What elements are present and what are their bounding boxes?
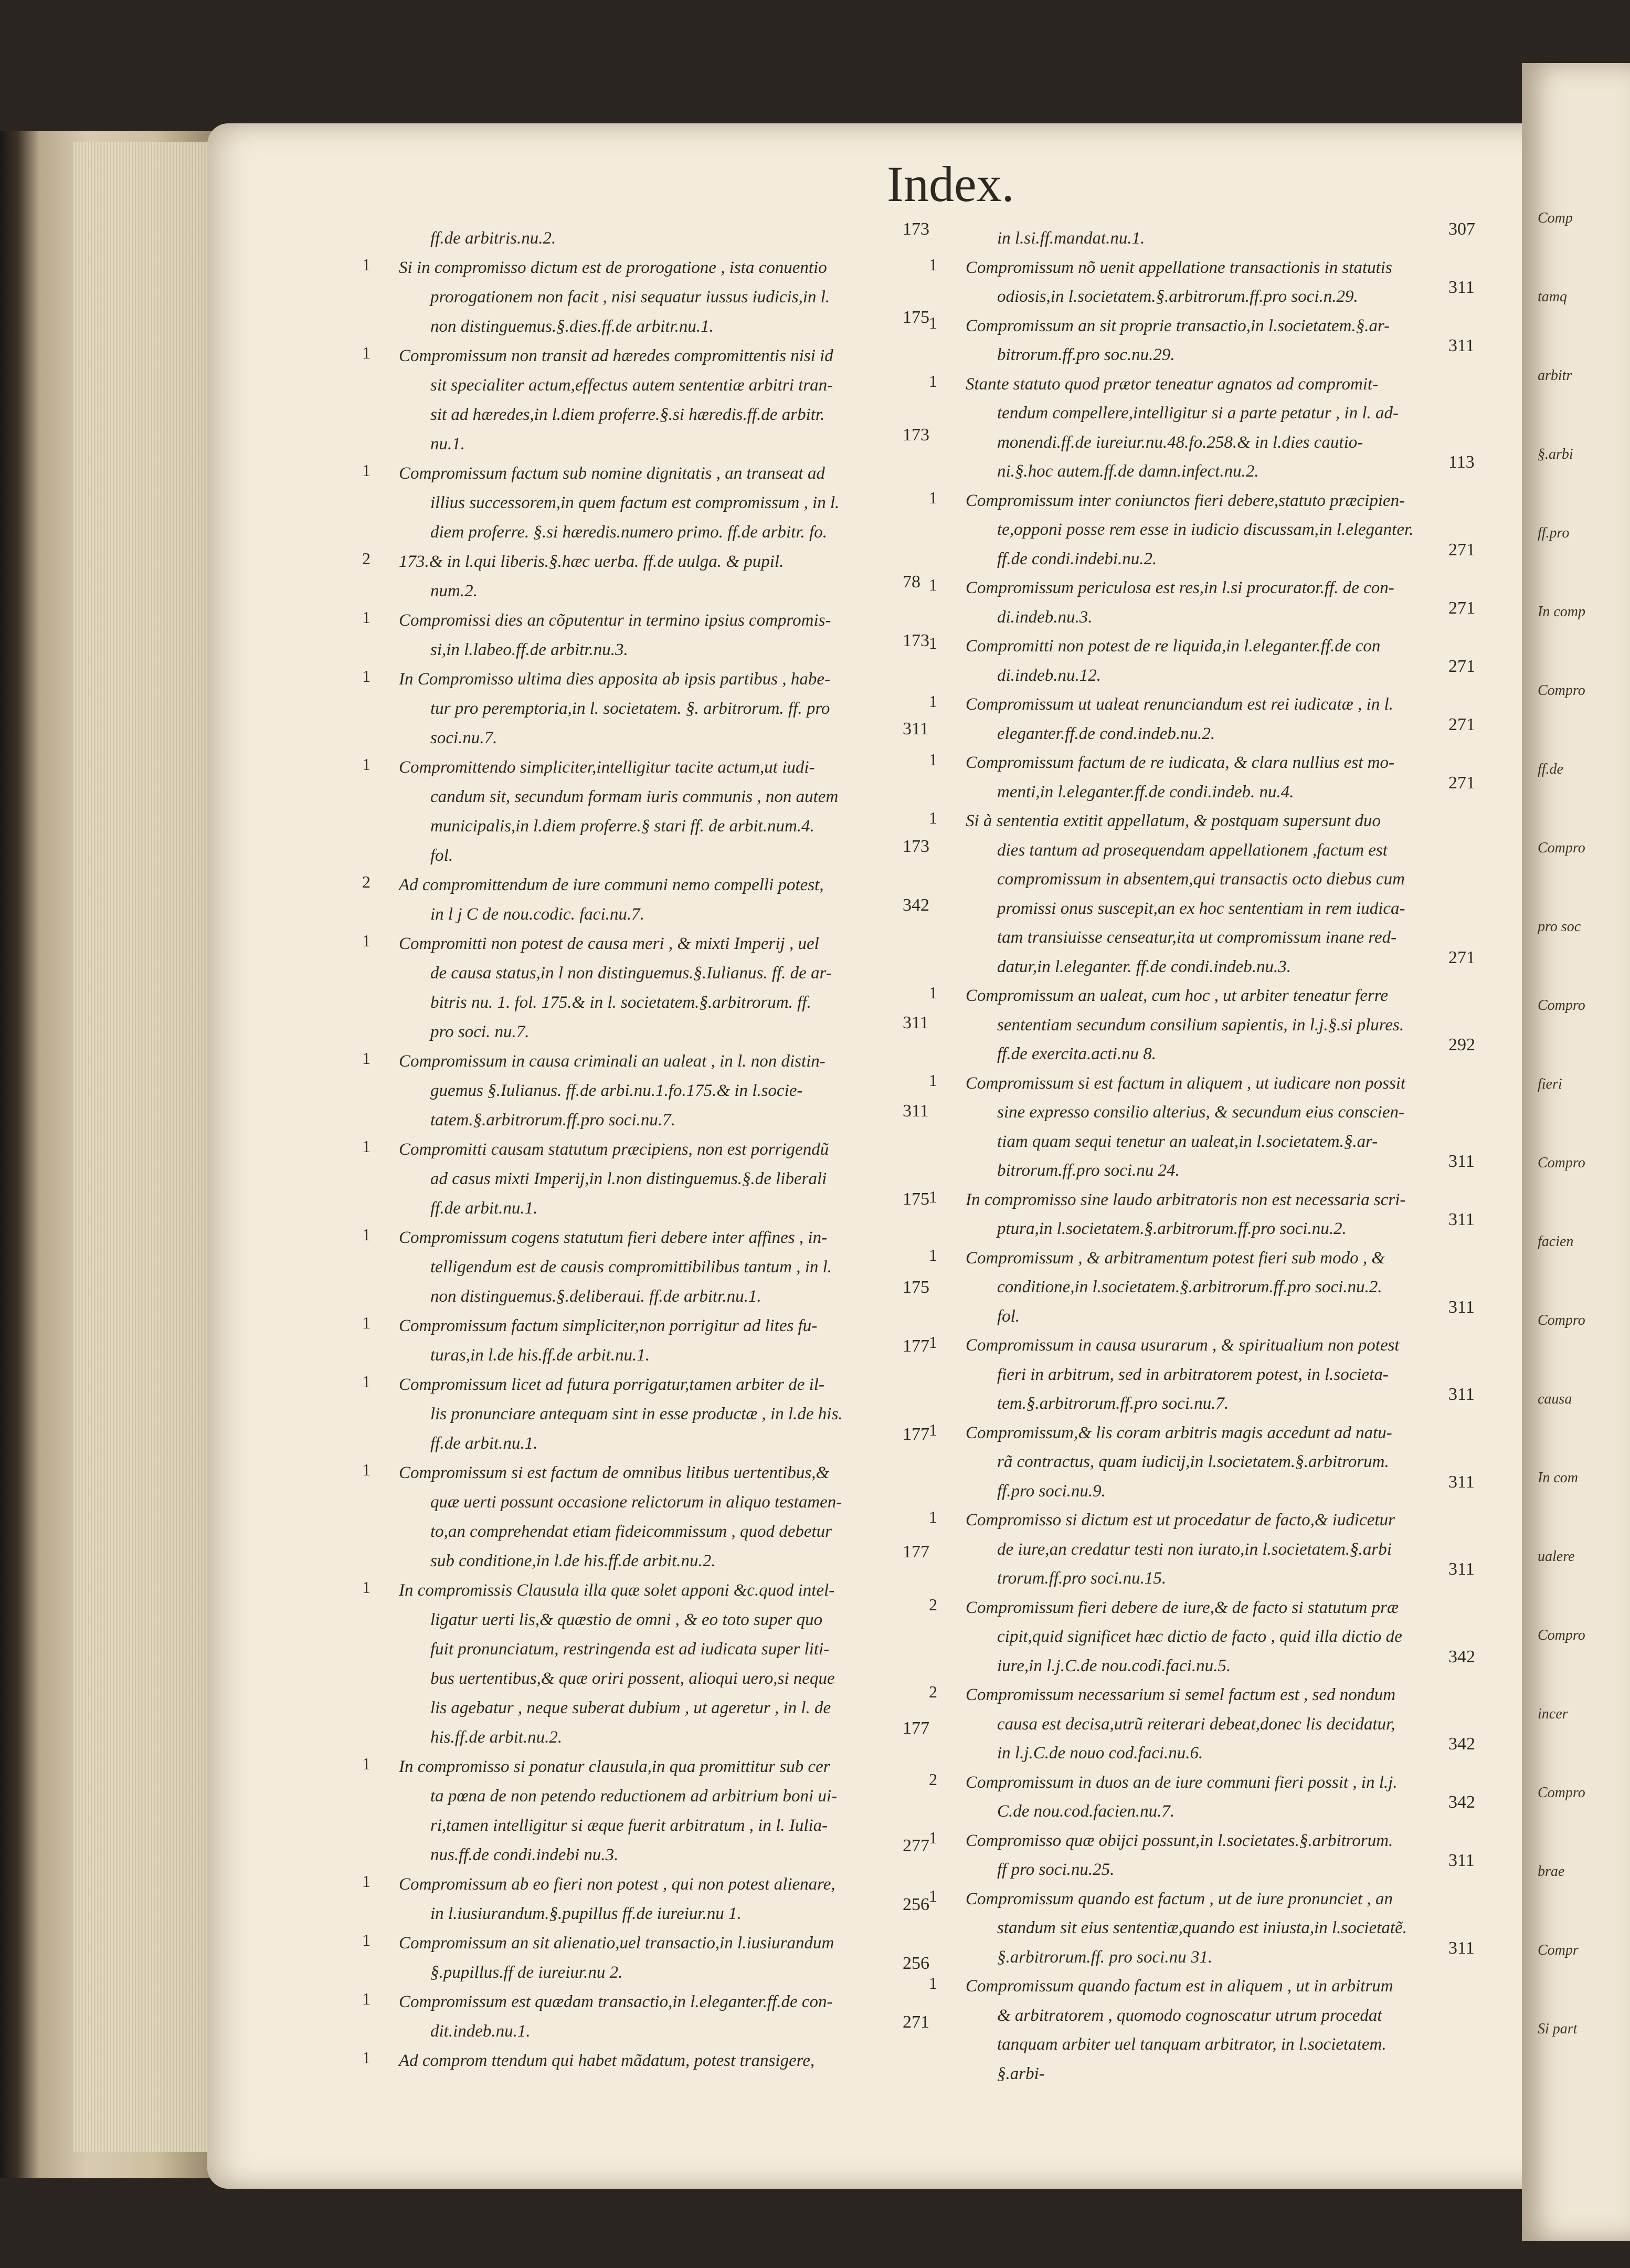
margin-number: 1 bbox=[929, 692, 937, 711]
page-reference: 311 bbox=[1448, 278, 1475, 297]
index-entry-line: ff.de arbitris.nu.2. bbox=[430, 229, 556, 248]
margin-number: 1 bbox=[362, 461, 371, 480]
page-reference: 277 bbox=[903, 1836, 929, 1855]
index-entry-line: Si in compromisso dictum est de prorogatione , ista conuentio bbox=[399, 258, 827, 277]
next-page-fragment: incer bbox=[1538, 1706, 1568, 1722]
margin-number: 1 bbox=[362, 255, 371, 274]
index-entry-line: standum sit eius sententiæ,quando est iniusta,in l.societatẽ. bbox=[997, 1918, 1407, 1937]
index-entry-line: Compromissum an sit proprie transactio,in l.societatem.§.ar- bbox=[966, 316, 1390, 335]
index-entry-line: sub conditione,in l.de his.ff.de arbit.nu.2. bbox=[430, 1552, 716, 1570]
index-entry-line: ligatur uerti lis,& quæstio de omni , & eo toto super quo bbox=[430, 1610, 823, 1629]
index-entry-line: trorum.ff.pro soci.nu.15. bbox=[997, 1569, 1167, 1588]
margin-number: 1 bbox=[929, 1070, 937, 1090]
next-page-fragment: ff.de bbox=[1538, 761, 1563, 777]
index-entry-line: Compromissum factum sub nomine dignitatis , an transeat ad bbox=[399, 464, 825, 483]
index-entry-line: Compromissum licet ad futura porrigatur,tamen arbiter de il- bbox=[399, 1375, 824, 1394]
next-page-fragment: §.arbi bbox=[1538, 446, 1573, 462]
margin-number: 2 bbox=[929, 1769, 937, 1789]
margin-number: 1 bbox=[929, 1333, 937, 1352]
index-entry-line: compromissum in absentem,qui transactis octo diebus cum bbox=[997, 870, 1405, 889]
index-entry-line: Compromissum in causa criminali an ualeat , in l. non distin- bbox=[399, 1052, 825, 1071]
page-reference: 173 bbox=[903, 837, 929, 856]
page-reference: 177 bbox=[903, 1425, 929, 1444]
page-reference: 342 bbox=[1448, 1647, 1475, 1666]
index-entry-line: In compromisso si ponatur clausula,in qua promittitur sub cer bbox=[399, 1757, 830, 1776]
margin-number: 1 bbox=[929, 1974, 937, 1992]
index-entry-line: in l.j.C.de nouo cod.faci.nu.6. bbox=[997, 1744, 1203, 1763]
page-reference: 271 bbox=[1448, 773, 1475, 793]
page-reference: 256 bbox=[903, 1895, 929, 1914]
page-reference: 256 bbox=[903, 1954, 929, 1973]
page-reference: 311 bbox=[1448, 1472, 1475, 1492]
index-entry-line: in l j C de nou.codic. faci.nu.7. bbox=[430, 905, 644, 924]
index-entry-line: Compromissum ab eo fieri non potest , qui non potest alienare, bbox=[399, 1875, 835, 1894]
index-entry-line: In Compromisso ultima dies apposita ab ipsis partibus , habe- bbox=[399, 670, 830, 689]
margin-number: 1 bbox=[929, 1886, 937, 1905]
index-entry-line: Compromittendo simpliciter,intelligitur tacite actum,ut iudi- bbox=[399, 758, 815, 777]
index-entry-line: fol. bbox=[430, 846, 453, 865]
index-entry-line: fuit pronunciatum, restringenda est ad iudicata super liti- bbox=[430, 1640, 830, 1659]
page-edges bbox=[73, 142, 226, 2152]
index-entry-line: bitrorum.ff.pro soc.nu.29. bbox=[997, 345, 1175, 364]
index-entry-line: turas,in l.de his.ff.de arbit.nu.1. bbox=[430, 1346, 650, 1365]
index-entry-line: Compromitti non potest de causa meri , & mixti Imperij , uel bbox=[399, 934, 819, 953]
index-entry-line: dit.indeb.nu.1. bbox=[430, 2022, 531, 2041]
index-entry-line: Compromissum an sit alienatio,uel transactio,in l.iusiurandum bbox=[399, 1934, 834, 1953]
next-page-fragment: arbitr bbox=[1538, 367, 1572, 384]
page-reference: 311 bbox=[1448, 1385, 1475, 1404]
margin-number: 1 bbox=[929, 1420, 937, 1439]
index-entry-line: datur,in l.eleganter. ff.de condi.indeb.nu.3. bbox=[997, 957, 1292, 976]
index-entry-line: Compromitti causam statutum præcipiens, non est porrigendũ bbox=[399, 1140, 829, 1159]
margin-number: 1 bbox=[362, 931, 371, 950]
margin-number: 1 bbox=[362, 1225, 371, 1244]
next-page-fragment: Compro bbox=[1538, 1155, 1585, 1171]
margin-number: 1 bbox=[929, 255, 937, 274]
index-entry-line: Compromissum non transit ad hæredes compromittentis nisi id bbox=[399, 346, 833, 365]
index-entry-line: ff.pro soci.nu.9. bbox=[997, 1481, 1106, 1501]
index-entry-line: ff.de arbit.nu.1. bbox=[430, 1199, 538, 1218]
index-entry-line: Compromissum cogens statutum fieri debere inter affines , in- bbox=[399, 1228, 828, 1247]
page-reference: 271 bbox=[1448, 947, 1475, 967]
margin-number: 1 bbox=[362, 1989, 371, 2008]
index-entry-line: Compromissum factum de re iudicata, & clara nullius est mo- bbox=[966, 753, 1395, 772]
next-page-fragment: facien bbox=[1538, 1233, 1574, 1250]
index-entry-line: bitris nu. 1. fol. 175.& in l. societatem.§.arbitrorum. ff. bbox=[430, 993, 811, 1012]
index-entry-line: tatem.§.arbitrorum.ff.pro soci.nu.7. bbox=[430, 1111, 675, 1130]
page-reference: 311 bbox=[903, 719, 929, 739]
margin-number: 1 bbox=[929, 808, 937, 827]
page-reference: 271 bbox=[1448, 714, 1475, 734]
margin-number: 1 bbox=[929, 1187, 937, 1206]
next-page-fragment: Si part bbox=[1538, 2021, 1578, 2037]
index-entry-line: Compromisso quæ obijci possunt,in l.societates.§.arbitrorum. bbox=[966, 1831, 1393, 1850]
margin-number: 2 bbox=[929, 1682, 937, 1701]
index-entry-line: Compromissum ut ualeat renunciandum est rei iudicatæ , in l. bbox=[966, 695, 1393, 714]
index-entry-line: cipit,quid significet hæc dictio de facto , quid illa dictio de bbox=[997, 1627, 1402, 1646]
index-entry-line: §.arbitrorum.ff. pro soci.nu 31. bbox=[997, 1947, 1213, 1967]
page-reference: 177 bbox=[903, 1718, 929, 1738]
index-entry-line: sit specialiter actum,effectus autem sententiæ arbitri tran- bbox=[430, 376, 833, 395]
index-entry-line: prorogationem non facit , nisi sequatur iussus iudicis,in l. bbox=[430, 288, 830, 307]
page-reference: 271 bbox=[1448, 598, 1475, 618]
margin-number: 1 bbox=[362, 1754, 371, 1773]
index-entry-line: dies tantum ad prosequendam appellationem ,factum est bbox=[997, 840, 1388, 860]
margin-number: 1 bbox=[929, 634, 937, 652]
index-entry-line: ff.de condi.indebi.nu.2. bbox=[997, 549, 1157, 568]
index-entry-line: Compromissum necessarium si semel factum est , sed nondum bbox=[966, 1685, 1396, 1704]
index-entry-line: in l.iusiurandum.§.pupillus ff.de iureiur.nu 1. bbox=[430, 1904, 742, 1923]
index-entry-line: Compromissum,& lis coram arbitris magis accedunt ad natu- bbox=[966, 1423, 1392, 1442]
page-reference: 78 bbox=[903, 572, 920, 592]
index-entry-line: Si à sententia extitit appellatum, & postquam supersunt duo bbox=[966, 811, 1381, 830]
index-entry-line: te,opponi posse rem esse in iudicio discussam,in l.eleganter. bbox=[997, 520, 1414, 539]
index-entry-line: soci.nu.7. bbox=[430, 729, 498, 747]
index-entry-line: pro soci. nu.7. bbox=[430, 1022, 530, 1041]
margin-number: 1 bbox=[929, 1828, 937, 1847]
page-reference: 113 bbox=[1448, 452, 1475, 472]
index-entry-line: tanquam arbiter uel tanquam arbitrator, in l.societatem. bbox=[997, 2035, 1386, 2054]
index-entry-line: non distinguemus.§.dies.ff.de arbitr.nu.1. bbox=[430, 317, 714, 336]
next-page-fragment: pro soc bbox=[1538, 919, 1581, 935]
page-reference: 311 bbox=[1448, 1297, 1475, 1317]
index-entry-line: sententiam secundum consilium sapientis, in l.j.§.si plures. bbox=[997, 1015, 1404, 1035]
index-entry-line: in l.si.ff.mandat.nu.1. bbox=[997, 229, 1145, 248]
next-page-fragment: brae bbox=[1538, 1863, 1565, 1880]
index-entry-line: ni.§.hoc autem.ff.de damn.infect.nu.2. bbox=[997, 462, 1259, 481]
margin-number: 1 bbox=[362, 1049, 371, 1068]
margin-number: 1 bbox=[362, 343, 371, 362]
index-entry-line: to,an comprehendat etiam fideicommissum , quod debetur bbox=[430, 1522, 832, 1541]
page-reference: 271 bbox=[1448, 540, 1475, 560]
page-reference: 307 bbox=[1448, 219, 1475, 239]
page-reference: 311 bbox=[1448, 1152, 1475, 1171]
index-entry-line: Compromissum fieri debere de iure,& de facto si statutum præ bbox=[966, 1598, 1399, 1617]
page-reference: 271 bbox=[903, 2012, 929, 2032]
next-page-fragment: In comp bbox=[1538, 604, 1585, 620]
page-reference: 342 bbox=[1448, 1734, 1475, 1754]
margin-number: 1 bbox=[929, 313, 937, 332]
index-entry-line: In compromissis Clausula illa quæ solet apponi &c.quod intel- bbox=[399, 1581, 835, 1600]
margin-number: 1 bbox=[362, 667, 371, 685]
margin-number: 2 bbox=[362, 872, 371, 891]
index-entry-line: di.indeb.nu.3. bbox=[997, 607, 1093, 627]
page-reference: 311 bbox=[903, 1101, 929, 1121]
margin-number: 1 bbox=[362, 1313, 371, 1332]
index-entry-line: Compromissum inter coniunctos fieri debere,statuto præcipien- bbox=[966, 491, 1405, 510]
page-reference: 311 bbox=[1448, 1210, 1475, 1229]
margin-number: 1 bbox=[362, 1872, 371, 1891]
index-entry-line: rã contractus, quam iudicij,in l.societatem.§.arbitrorum. bbox=[997, 1452, 1389, 1471]
margin-number: 1 bbox=[929, 1507, 937, 1526]
index-entry-line: ri,tamen intelligitur si æque fuerit arbitratum , in l. Iulia- bbox=[430, 1816, 828, 1835]
margin-number: 2 bbox=[362, 549, 371, 568]
next-page-fragment: Compro bbox=[1538, 1627, 1585, 1643]
index-entry-line: tiam quam sequi tenetur an ualeat,in l.societatem.§.ar- bbox=[997, 1132, 1378, 1151]
page-reference: 177 bbox=[903, 1336, 929, 1356]
margin-number: 1 bbox=[929, 983, 937, 1002]
margin-number: 1 bbox=[362, 608, 371, 627]
index-entry-line: nus.ff.de condi.indebi nu.3. bbox=[430, 1845, 619, 1864]
index-entry-line: In compromisso sine laudo arbitratoris non est necessaria scri- bbox=[966, 1190, 1406, 1209]
index-entry-line: fol. bbox=[997, 1306, 1020, 1326]
index-entry-line: Ad comprom ttendum qui habet mãdatum, potest transigere, bbox=[399, 2051, 815, 2070]
next-page-fragment: ualere bbox=[1538, 1548, 1575, 1565]
index-entry-line: sine expresso consilio alterius, & secundum eius conscien- bbox=[997, 1103, 1404, 1122]
index-entry-line: Compromissum , & arbitramentum potest fieri sub modo , & bbox=[966, 1248, 1385, 1268]
index-entry-line: ad casus mixti Imperij,in l.non distinguemus.§.de liberali bbox=[430, 1169, 827, 1188]
index-entry-line: Compromissum si est factum in aliquem , ut iudicare non possit bbox=[966, 1073, 1406, 1093]
index-entry-line: odiosis,in l.societatem.§.arbitrorum.ff.pro soci.n.29. bbox=[997, 287, 1358, 306]
next-page-fragment: tamq bbox=[1538, 289, 1567, 305]
index-entry-line: bus uertentibus,& quæ oriri possent, alioqui uero,si neque bbox=[430, 1669, 835, 1688]
margin-number: 1 bbox=[362, 1372, 371, 1391]
index-entry-line: lis pronunciare antequam sint in esse productæ , in l.de his. bbox=[430, 1405, 843, 1423]
index-entry-line: Ad compromittendum de iure communi nemo compelli potest, bbox=[399, 875, 824, 894]
index-entry-line: Compromissi dies an cõputentur in termino ipsius compromis- bbox=[399, 611, 831, 630]
index-entry-line: lis agebatur , neque suberat dubium , ut ageretur , in l. de bbox=[430, 1699, 831, 1717]
index-entry-line: Compromissum est quædam transactio,in l.eleganter.ff.de con- bbox=[399, 1992, 833, 2011]
index-entry-line: causa est decisa,utrũ reiterari debeat,donec lis decidatur, bbox=[997, 1714, 1395, 1734]
index-entry-line: tam transiuisse censeatur,ita ut compromissum inane red- bbox=[997, 928, 1397, 947]
index-entry-line: tem.§.arbitrorum.ff.pro soci.nu.7. bbox=[997, 1394, 1229, 1413]
page-reference: 271 bbox=[1448, 656, 1475, 676]
index-entry-line: nu.1. bbox=[430, 435, 465, 453]
page-reference: 177 bbox=[903, 1542, 929, 1562]
index-entry-line: menti,in l.eleganter.ff.de condi.indeb. nu.4. bbox=[997, 782, 1294, 801]
page-reference: 173 bbox=[903, 219, 929, 239]
margin-number: 1 bbox=[362, 1137, 371, 1156]
page-reference: 311 bbox=[1448, 1851, 1475, 1870]
margin-number: 1 bbox=[929, 488, 937, 507]
page-reference: 342 bbox=[903, 895, 929, 915]
page-title: Index. bbox=[887, 156, 1014, 212]
next-page-fragment: Compro bbox=[1538, 1785, 1585, 1801]
margin-number: 1 bbox=[929, 371, 937, 391]
index-entry-line: ff.de arbit.nu.1. bbox=[430, 1434, 538, 1453]
next-page-fragment: causa bbox=[1538, 1391, 1572, 1407]
index-entry-line: num.2. bbox=[430, 582, 478, 600]
index-entry-line: his.ff.de arbit.nu.2. bbox=[430, 1728, 563, 1747]
margin-number: 1 bbox=[362, 1578, 371, 1597]
next-page-fragment: Comp bbox=[1538, 210, 1573, 226]
margin-number: 1 bbox=[362, 1460, 371, 1479]
index-entry-line: Compromissum si est factum de omnibus litibus uertentibus,& bbox=[399, 1463, 830, 1482]
index-entry-line: non distinguemus.§.deliberaui. ff.de arbitr.nu.1. bbox=[430, 1287, 761, 1306]
index-entry-line: monendi.ff.de iureiur.nu.48.fo.258.& in l.dies cautio- bbox=[997, 432, 1363, 452]
index-entry-line: si,in l.labeo.ff.de arbitr.nu.3. bbox=[430, 640, 628, 659]
index-entry-line: tendum compellere,intelligitur si a parte petatur , in l. ad- bbox=[997, 404, 1399, 423]
margin-number: 1 bbox=[929, 575, 937, 594]
page-reference: 311 bbox=[1448, 336, 1475, 355]
margin-number: 1 bbox=[362, 2048, 371, 2067]
next-page-fragment: Compro bbox=[1538, 997, 1585, 1014]
index-entry-line: §.pupillus.ff de iureiur.nu 2. bbox=[430, 1963, 623, 1982]
index-entry-line: eleganter.ff.de cond.indeb.nu.2. bbox=[997, 724, 1215, 743]
index-entry-line: sit ad hæredes,in l.diem proferre.§.si hæredis.ff.de arbitr. bbox=[430, 405, 825, 424]
page-reference: 175 bbox=[903, 1189, 929, 1209]
index-entry-line: promissi onus suscepit,an ex hoc sententiam in rem iudica- bbox=[997, 899, 1405, 918]
next-page-fragment: Compro bbox=[1538, 682, 1585, 699]
index-entry-line: §.arbi- bbox=[997, 2064, 1045, 2083]
index-entry-line: guemus §.Iulianus. ff.de arbi.nu.1.fo.175.& in l.socie- bbox=[430, 1081, 803, 1100]
index-entry-line: ta pœna de non petendo reductionem ad arbitrium boni ui- bbox=[430, 1787, 838, 1806]
index-entry-line: tur pro peremptoria,in l. societatem. §. arbitrorum. ff. pro bbox=[430, 699, 830, 718]
index-entry-line: & arbitratorem , quomodo cognoscatur utrum procedat bbox=[997, 2006, 1382, 2025]
index-entry-line: Compromissum in duos an de iure communi fieri possit , in l.j. bbox=[966, 1773, 1398, 1792]
index-entry-line: de causa status,in l non distinguemus.§.Iulianus. ff. de ar- bbox=[430, 964, 832, 983]
next-page-fragment: Compro bbox=[1538, 1312, 1585, 1328]
index-entry-line: Compromissum an ualeat, cum hoc , ut arbiter teneatur ferre bbox=[966, 986, 1389, 1005]
next-page-fragment: ff.pro bbox=[1538, 525, 1570, 541]
page-reference: 311 bbox=[1448, 1938, 1475, 1958]
index-entry-line: Compromissum quando est factum , ut de iure pronunciet , an bbox=[966, 1889, 1393, 1908]
index-entry-line: bitrorum.ff.pro soci.nu 24. bbox=[997, 1161, 1180, 1180]
index-entry-line: iure,in l.j.C.de nou.codi.faci.nu.5. bbox=[997, 1656, 1231, 1675]
index-entry-line: diem proferre. §.si hæredis.numero primo. ff.de arbitr. fo. bbox=[430, 523, 827, 542]
index-entry-line: candum sit, secundum formam iuris communis , non autem bbox=[430, 787, 839, 806]
index-entry-line: telligendum est de causis compromittibilibus tantum , in l. bbox=[430, 1258, 832, 1277]
index-entry-line: Compromitti non potest de re liquida,in l.eleganter.ff.de con bbox=[966, 637, 1381, 656]
margin-number: 1 bbox=[362, 755, 371, 774]
index-entry-line: ptura,in l.societatem.§.arbitrorum.ff.pro soci.nu.2. bbox=[997, 1219, 1347, 1238]
next-page bbox=[1522, 63, 1630, 2241]
index-entry-line: fieri in arbitrum, sed in arbitratorem potest, in l.societa- bbox=[997, 1365, 1389, 1384]
page-reference: 173 bbox=[903, 631, 929, 650]
margin-number: 1 bbox=[929, 750, 937, 769]
page-reference: 173 bbox=[903, 425, 929, 445]
index-entry-line: Stante statuto quod prætor teneatur agnatos ad compromit- bbox=[966, 374, 1379, 394]
index-entry-line: Compromissum periculosa est res,in l.si procurator.ff. de con- bbox=[966, 578, 1394, 597]
index-entry-line: Compromisso si dictum est ut procedatur de facto,& iudicetur bbox=[966, 1511, 1395, 1529]
index-entry-line: municipalis,in l.diem proferre.§ stari ff. de arbit.num.4. bbox=[430, 817, 814, 836]
page-reference: 175 bbox=[903, 1278, 929, 1297]
index-entry-line: de iure,an credatur testi non iurato,in l.societatem.§.arbi bbox=[997, 1539, 1392, 1559]
index-entry-line: Compromissum factum simpliciter,non porrigitur ad lites fu- bbox=[399, 1316, 818, 1335]
next-page-fragment: Compro bbox=[1538, 840, 1585, 856]
next-page-fragment: Compr bbox=[1538, 1942, 1579, 1958]
index-entry-line: quæ uerti possunt occasione relictorum in aliquo testamen- bbox=[430, 1493, 842, 1512]
index-entry-line: Compromissum nõ uenit appellatione transactionis in statutis bbox=[966, 258, 1392, 277]
index-entry-line: ff.de exercita.acti.nu 8. bbox=[997, 1045, 1157, 1063]
index-entry-line: conditione,in l.societatem.§.arbitrorum.ff.pro soci.nu.2. bbox=[997, 1278, 1382, 1296]
index-entry-line: Compromissum quando factum est in aliquem , ut in arbitrum bbox=[966, 1977, 1393, 1996]
page-reference: 311 bbox=[903, 1013, 929, 1032]
margin-number: 1 bbox=[929, 1245, 937, 1264]
page-reference: 292 bbox=[1448, 1035, 1475, 1054]
page-reference: 175 bbox=[903, 308, 929, 327]
index-entry-line: di.indeb.nu.12. bbox=[997, 666, 1101, 685]
index-entry-line: Compromissum in causa usurarum , & spiritualium non potest bbox=[966, 1336, 1400, 1355]
page-reference: 311 bbox=[1448, 1559, 1475, 1579]
next-page-fragment: In com bbox=[1538, 1470, 1578, 1486]
index-entry-line: ff pro soci.nu.25. bbox=[997, 1860, 1115, 1879]
margin-number: 1 bbox=[362, 1931, 371, 1949]
margin-number: 2 bbox=[929, 1595, 937, 1614]
index-entry-line: 173.& in l.qui liberis.§.hæc uerba. ff.de uulga. & pupil. bbox=[399, 552, 784, 571]
index-entry-line: C.de nou.cod.facien.nu.7. bbox=[997, 1802, 1175, 1821]
page-reference: 342 bbox=[1448, 1792, 1475, 1812]
index-entry-line: illius successorem,in quem factum est compromissum , in l. bbox=[430, 493, 840, 512]
next-page-fragment: fieri bbox=[1538, 1076, 1562, 1092]
